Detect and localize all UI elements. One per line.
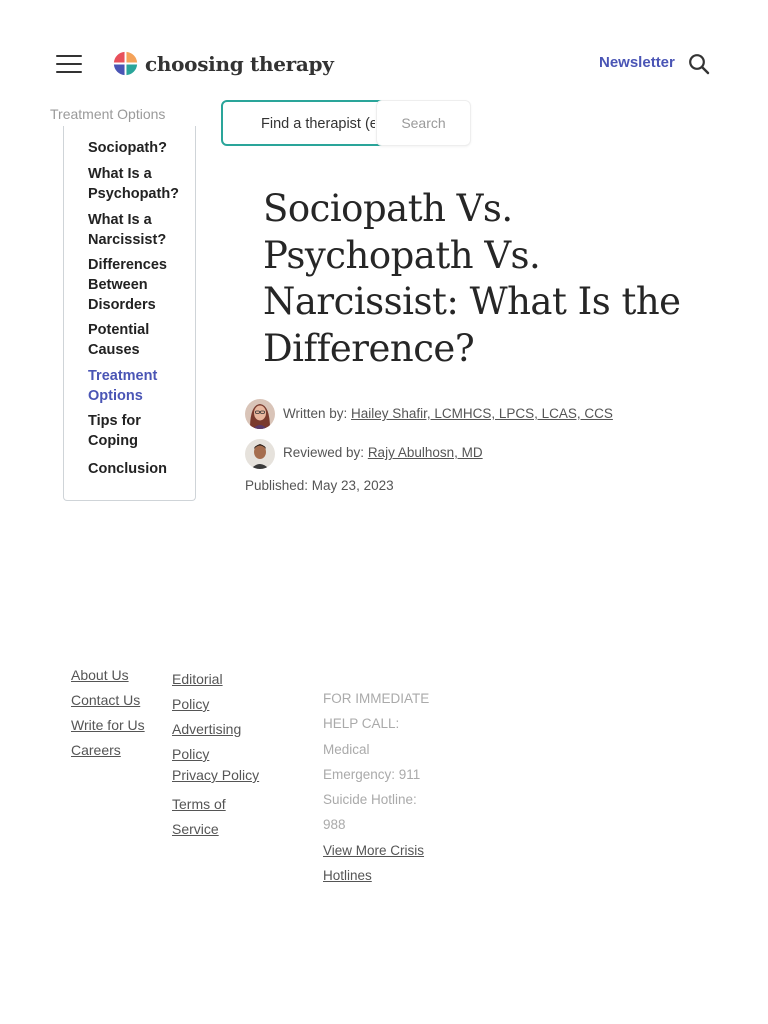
medical-emergency-text: Medical Emergency: 911: [323, 742, 421, 783]
toc-item-sociopath[interactable]: Sociopath?: [88, 140, 167, 156]
footer-link-editorial[interactable]: Editorial Policy: [172, 671, 223, 712]
toc-item-narcissist[interactable]: What Is a Narcissist?: [88, 212, 167, 248]
reviewer-byline: [283, 445, 483, 460]
article-title: Sociopath Vs. Psychopath Vs. Narcissist: What Is the Difference?: [263, 187, 681, 370]
footer-link-about[interactable]: About Us: [71, 667, 129, 683]
reviewer-link[interactable]: Rajy Abulhosn, MD: [367, 445, 483, 460]
crisis-hotlines-link[interactable]: View More Crisis Hotlines: [323, 843, 425, 884]
search-icon[interactable]: [688, 53, 710, 75]
footer-link-write[interactable]: Write for Us: [71, 717, 145, 733]
footer-link-careers[interactable]: Careers: [71, 742, 121, 758]
reviewed-by-label: Reviewed by:: [283, 445, 365, 460]
hamburger-menu-icon[interactable]: [56, 54, 82, 74]
author-avatar: [245, 399, 275, 429]
footer-link-advertising[interactable]: Advertising Policy: [172, 721, 242, 762]
author-link[interactable]: Hailey Shafir, LCMHCS, LPCS, LCAS, CCS: [351, 406, 613, 421]
therapist-search-input[interactable]: [261, 112, 375, 136]
logo-text: choosing therapy: [145, 51, 334, 76]
search-button[interactable]: Search: [376, 100, 471, 146]
reviewer-avatar: [245, 439, 275, 469]
footer-link-contact[interactable]: Contact Us: [71, 692, 141, 708]
toc-item-treatment[interactable]: Treatment Options: [88, 368, 158, 404]
toc-item-differences[interactable]: Differences Between Disorders: [88, 257, 167, 313]
site-logo[interactable]: [111, 49, 334, 78]
footer-link-terms[interactable]: Terms of Service: [172, 796, 226, 837]
written-by-label: Written by:: [283, 406, 348, 421]
published-date: Published: May 23, 2023: [245, 478, 394, 493]
logo-mark-icon: [111, 49, 140, 78]
toc-item-coping[interactable]: Tips for Coping: [88, 413, 141, 449]
newsletter-link[interactable]: Newsletter: [599, 54, 675, 71]
toc-item-causes[interactable]: Potential Causes: [88, 322, 150, 358]
therapist-search-bar: [221, 100, 469, 146]
toc-item-psychopath[interactable]: What Is a Psychopath?: [88, 166, 180, 202]
toc-current-section: Treatment Options: [50, 106, 166, 122]
help-call-heading: FOR IMMEDIATE HELP CALL:: [323, 691, 430, 732]
footer-link-privacy[interactable]: Privacy Policy: [172, 767, 260, 783]
author-byline: [283, 406, 613, 421]
toc-item-conclusion[interactable]: Conclusion: [88, 461, 167, 477]
suicide-hotline-text: Suicide Hotline: 988: [323, 792, 417, 833]
